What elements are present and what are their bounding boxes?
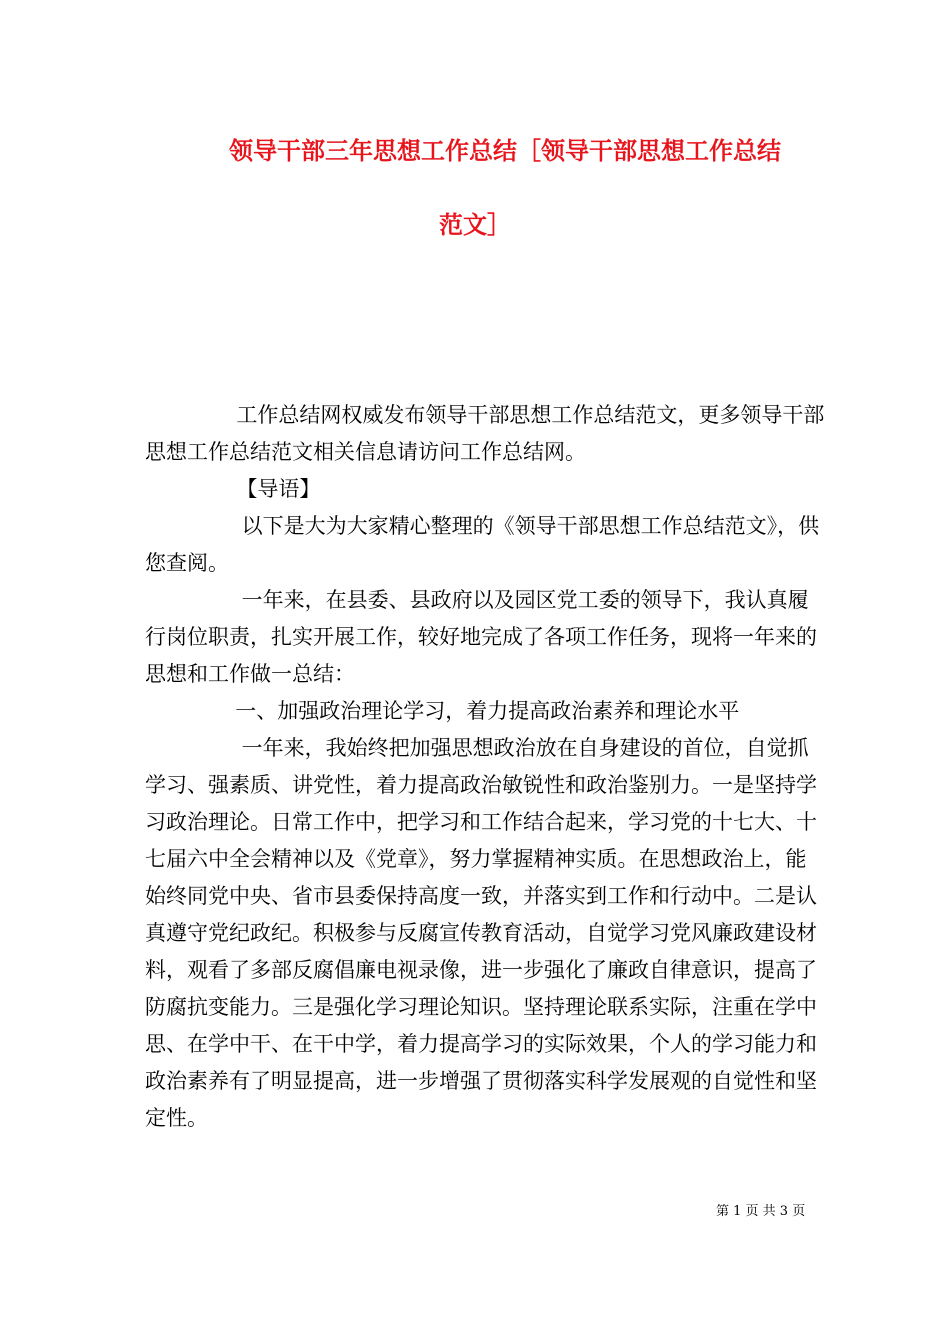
lead-paragraph: 以下是大为大家精心整理的《领导干部思想工作总结范文》，供您查阅。 (145, 514, 820, 575)
document-title-line-1: 领导干部三年思想工作总结［领导干部思想工作总结 (229, 136, 781, 165)
document-title-line-2: 范文］ (439, 210, 511, 239)
page-number-footer: 第 1 页 共 3 页 (716, 1204, 806, 1219)
summary-intro-paragraph: 一年来，在县委、县政府以及园区党工委的领导下，我认真履行岗位职责，扎实开展工作，较好地完成了各项工作任务，现将一年来的思想和工作做一总结： (145, 588, 817, 686)
section-1-paragraph: 一年来，我始终把加强思想政治放在自身建设的首位，自觉抓学习、强素质、讲党性，着力提高政治敏锐性和政治鉴别力。一是坚持学习政治理论。日常工作中，把学习和工作结合起来，学习党的十七大、十七届六中全会精神以及《党章》，努力掌握精神实质。在思想政治上，能始终同党中央、省市县委保持高度一致，并落实到工作和行动中。二是认真遵守党纪政纪。积极参与反腐宣传教育活动，自觉学习党风廉政建设材料，观看了多部反腐倡廉电视录像，进一步强化了廉政自律意识，提高了防腐抗变能力。三是强化学习理论知识。坚持理论联系实际，注重在学中思、在学中干、在干中学，着力提高学习的实际效果，个人的学习能力和政治素养有了明显提高，进一步增强了贯彻落实科学发展观的自觉性和坚定性。 (145, 736, 817, 1130)
lead-label: 【导语】 (236, 477, 321, 501)
section-heading-1: 一、加强政治理论学习，着力提高政治素养和理论水平 (235, 699, 740, 723)
document-body (145, 397, 825, 1137)
intro-paragraph: 工作总结网权威发布领导干部思想工作总结范文，更多领导干部思想工作总结范文相关信息请访问工作总结网。 (145, 403, 825, 464)
